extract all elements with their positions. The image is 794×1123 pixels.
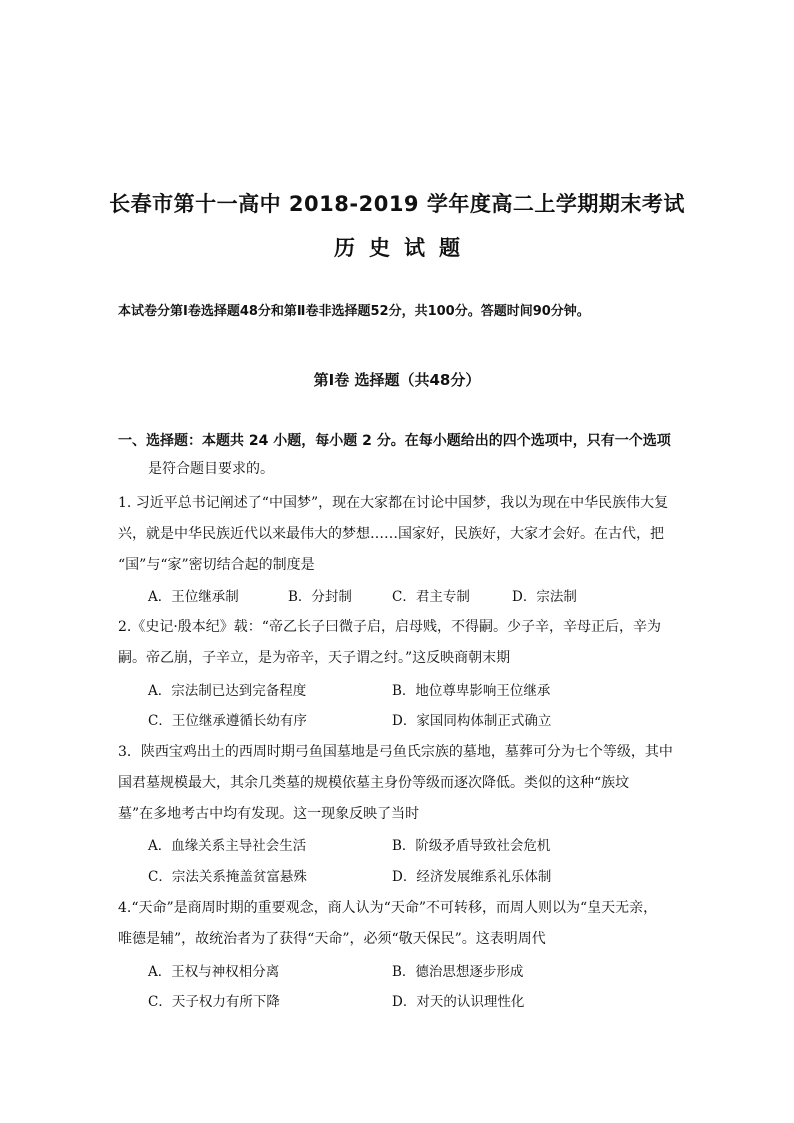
- question-4-option-b: B．德治思想逐步形成: [392, 964, 524, 980]
- question-2-option-a: A．宗法制已达到完备程度: [148, 683, 307, 699]
- question-2-line-2: 嗣。帝乙崩，子辛立，是为帝辛，天子谓之纣。”这反映商朝末期: [118, 650, 511, 666]
- question-2-option-c: C．王位继承遵循长幼有序: [148, 713, 307, 729]
- exam-intro: 本试卷分第Ⅰ卷选择题48分和第Ⅱ卷非选择题52分，共100分。答题时间90分钟。: [118, 304, 590, 319]
- question-3-option-d: D．经济发展维系礼乐体制: [392, 869, 552, 885]
- question-1-option-b: B．分封制: [288, 589, 352, 605]
- question-2-option-d: D．家国同构体制正式确立: [392, 713, 552, 729]
- question-3-option-b: B．阶级矛盾导致社会危机: [392, 838, 551, 854]
- question-1-line-3: “国”与“家”密切结合起的制度是: [118, 557, 315, 573]
- question-4-line-2: 唯德是辅”，故统治者为了获得“天命”，必须“敬天保民”。这表明周代: [118, 931, 546, 947]
- exam-subtitle: 历史试题: [334, 236, 474, 260]
- exam-title: 长春市第十一高中 2018-2019 学年度高二上学期期末考试: [109, 192, 685, 216]
- question-3-line-1: 3．陕西宝鸡出土的西周时期弓鱼国墓地是弓鱼氏宗族的墓地，墓葬可分为七个等级，其中: [118, 744, 673, 760]
- question-2-option-b: B．地位尊卑影响王位继承: [392, 683, 551, 699]
- question-3-option-a: A．血缘关系主导社会生活: [148, 838, 307, 854]
- question-3-line-2: 国君墓规模最大，其余几类墓的规模依墓主身份等级而逐次降低。类似的这种“族坟: [118, 775, 630, 791]
- question-1-line-2: 兴，就是中华民族近代以来最伟大的梦想……国家好，民族好，大家才会好。在古代，把: [118, 526, 664, 542]
- section-title: 第Ⅰ卷 选择题（共48分）: [313, 371, 481, 389]
- question-1-line-1: 1. 习近平总书记阐述了“中国梦”，现在大家都在讨论中国梦，我以为现在中华民族伟大复: [118, 495, 669, 511]
- question-1-option-a: A．王位继承制: [148, 589, 239, 605]
- question-1-option-c: C．君主专制: [392, 589, 470, 605]
- instructions-line-1: 一、选择题：本题共 24 小题，每小题 2 分。在每小题给出的四个选项中，只有一个选项: [118, 433, 671, 449]
- question-4-option-d: D．对天的认识理性化: [392, 994, 525, 1010]
- question-4-line-1: 4.“天命”是商周时期的重要观念，商人认为“天命”不可转移，而周人则以为“皇天无亲，: [118, 900, 658, 916]
- question-3-line-3: 墓”在多地考古中均有发现。这一现象反映了当时: [118, 806, 420, 822]
- question-3-option-c: C．宗法关系掩盖贫富悬殊: [148, 869, 307, 885]
- question-2-line-1: 2.《史记·殷本纪》载：“帝乙长子曰微子启，启母贱，不得嗣。少子辛，辛母正后，辛为: [118, 619, 661, 635]
- question-4-option-a: A．王权与神权相分离: [148, 964, 280, 980]
- instructions-line-2: 是符合题目要求的。: [148, 461, 274, 477]
- question-4-option-c: C．天子权力有所下降: [148, 994, 280, 1010]
- question-1-option-d: D．宗法制: [512, 589, 577, 605]
